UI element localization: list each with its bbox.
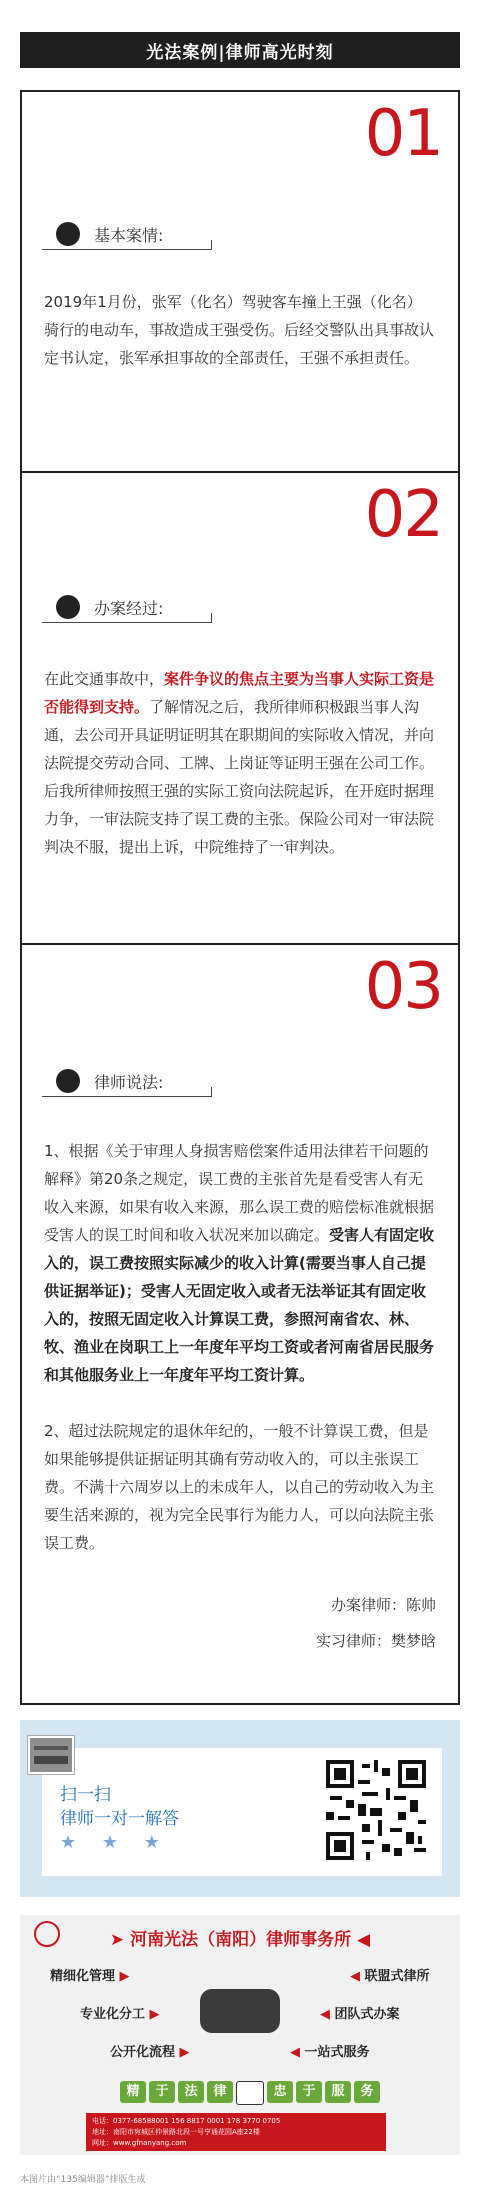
section-label-text: 律师说法: — [94, 1072, 164, 1092]
section-label — [42, 595, 212, 619]
tag-item: 公开化流程 ▶ — [110, 2045, 190, 2060]
tag-item: ◀ 团队式办案 — [320, 2007, 400, 2022]
slogan-char: 服 — [325, 2081, 351, 2103]
section-number: 03 — [364, 950, 442, 1024]
paragraph — [44, 1137, 436, 1389]
footer-credit: 本图片由“135编辑器”排版生成 — [20, 2175, 146, 2185]
highlight-text: 案件争议的焦点主要为当事人实际工资是否能得到支持。 — [44, 670, 435, 716]
text-span: 1、根据《关于审理人身损害赔偿案件适用法律若干问题的解释》第20条之规定，误工费的主张首先是看受害人有无收入来源，如果有收入来源，那么误工费的赔偿标准就根据受害人的误工时间和收入状况来加以确定。 — [44, 1142, 435, 1244]
page-title: 光法案例|律师高光时刻 — [20, 32, 460, 68]
paragraph — [44, 665, 436, 777]
section-label-text: 办案经过: — [94, 598, 164, 618]
tag-item: ◀ 联盟式律所 — [350, 1969, 430, 1984]
section-03 — [20, 943, 460, 1705]
section-body — [44, 1137, 436, 1557]
section-body — [44, 288, 436, 372]
section-number: 02 — [364, 478, 442, 552]
firm-logo-icon — [34, 1921, 60, 1947]
bullet-dot-icon — [56, 222, 80, 246]
slogan-char: 于 — [149, 2081, 175, 2103]
section-label-text: 基本案情: — [94, 225, 164, 245]
intern-name: 实习律师：樊梦晗 — [315, 1632, 436, 1650]
bold-text: 受害人有固定收入的，误工费按照实际减少的收入计算(需要当事人自己提供证据举证)；受害人无固定收入或者无法举证其有固定收入的，按照无固定收入计算误工费，参照河南省农、林、牧、渔业在岗职工上一年度年平均工资或者河南省居民服务和其他服务业上一年度年平均工资计算。 — [44, 1226, 435, 1384]
signatures — [316, 1587, 436, 1659]
address-text: 地址：南阳市宛城区仲景路北段一号亨通花园A座22楼 — [92, 2128, 260, 2136]
section-02 — [20, 471, 460, 945]
web-text: 网址：www.gfnanyang.com — [92, 2139, 187, 2147]
scan-title: 扫一扫 — [60, 1785, 111, 1805]
slogan-char: 务 — [354, 2081, 380, 2103]
slogan-char: 法 — [178, 2081, 204, 2103]
section-number: 01 — [364, 97, 442, 171]
lawyer-name: 办案律师：陈帅 — [330, 1596, 436, 1614]
section-body — [44, 665, 436, 861]
tag-item: 精细化管理 ▶ — [50, 1969, 130, 1984]
text-span: 了解情况之后，我所律师积极跟当事人沟通，去公司开具证明证明其在职期间的实际收入情况，并向法院提交劳动合同、工牌、上岗证等证明王强在公司工作。 — [44, 698, 435, 772]
slogan — [120, 2081, 380, 2105]
firm-name: ➤ 河南光法（南阳）律师事务所 ◀ — [109, 1930, 371, 1950]
paragraph: 2019年1月份，张军（化名）驾驶客车撞上王强（化名）骑行的电动车，事故造成王强受伤。后经交警队出具事故认定书认定，张军承担事故的全部责任，王强不承担责任。 — [44, 293, 435, 367]
text-span: 在此交通事故中， — [44, 670, 165, 688]
slogan-char: 于 — [296, 2081, 322, 2103]
contact-box — [86, 2113, 386, 2151]
qr-panel — [20, 1720, 460, 1897]
star-icons: ★ ★ ★ — [60, 1832, 170, 1853]
scan-subtitle: 律师一对一解答 — [60, 1809, 179, 1829]
photo-thumbnail — [28, 1736, 74, 1774]
section-label — [42, 1069, 212, 1093]
phone-text: 电话：0377-68588001 156 8817 0001 178 3770 0705 — [92, 2117, 281, 2125]
bullet-dot-icon — [56, 1069, 80, 1093]
section-label — [42, 222, 212, 246]
slogan-char: 精 — [120, 2081, 146, 2103]
qr-code-icon[interactable] — [326, 1760, 426, 1860]
tag-item: ◀ 一站式服务 — [290, 2045, 370, 2060]
tag-item: 专业化分工 ▶ — [80, 2007, 160, 2022]
paragraph: 后我所律师按照王强的实际工资向法院起诉，在开庭时据理力争，一审法院支持了误工费的主张。保险公司对一审法院判决不服，提出上诉，中院维持了一审判决。 — [44, 782, 435, 856]
slogan-char: 忠 — [267, 2081, 293, 2103]
bullet-dot-icon — [56, 595, 80, 619]
small-qr-icon — [236, 2081, 264, 2105]
slogan-char: 律 — [207, 2081, 233, 2103]
firm-banner — [20, 1915, 460, 2155]
section-01 — [20, 90, 460, 473]
paragraph: 2、超过法院规定的退休年纪的，一般不计算误工费，但是如果能够提供证据证明其确有劳动收入的，可以主张误工费。不满十六周岁以上的未成年人，以自己的劳动收入为主要生活来源的，视为完全民事行为能力人，可以向法院主张误工费。 — [44, 1422, 435, 1552]
handshake-icon — [200, 1989, 280, 2033]
